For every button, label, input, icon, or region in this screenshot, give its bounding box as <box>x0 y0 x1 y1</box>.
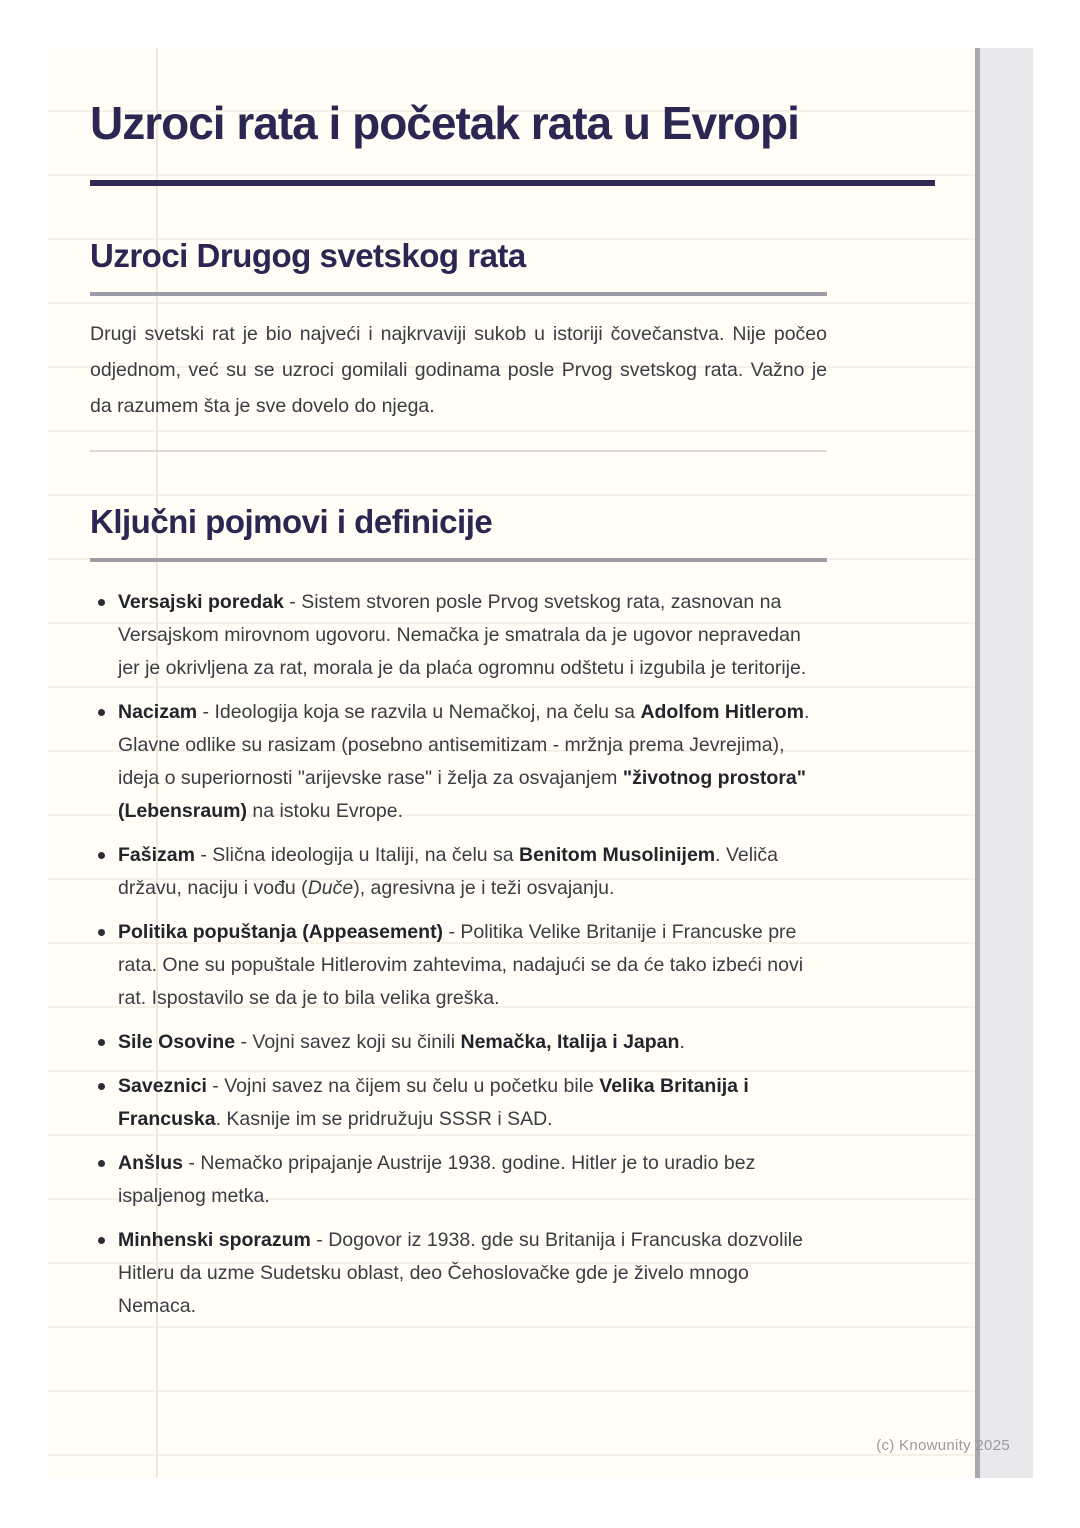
definition-item: Anšlus - Nemačko pripajanje Austrije 1938. godine. Hitler je to uradio bez ispaljenog metka. <box>90 1147 827 1213</box>
section-divider <box>90 450 827 452</box>
definition-item: Saveznici - Vojni savez na čijem su čelu u početku bile Velika Britanija i Francuska. Kasnije im se pridružuju SSSR i SAD. <box>90 1070 827 1136</box>
section-heading-rule <box>90 292 827 296</box>
definition-item: Politika popuštanja (Appeasement) - Politika Velike Britanije i Francuske pre rata. One su popuštale Hitlerovim zahtevima, nadajući se da će tako izbeći novi rat. Ispostavilo se da je to bila velika greška. <box>90 916 827 1015</box>
note-page <box>48 48 975 1478</box>
section-heading-rule <box>90 558 827 562</box>
definition-item: Nacizam - Ideologija koja se razvila u Nemačkoj, na čelu sa Adolfom Hitlerom. Glavne odlike su rasizam (posebno antisemitizam - mržnja prema Jevrejima), ideja o superiornosti "arijevske rase" i želja za osvajanjem "životnog prostora" (Lebensraum) na istoku Evrope. <box>90 696 827 828</box>
definition-item: Versajski poredak - Sistem stvoren posle Prvog svetskog rata, zasnovan na Versajskom mirovnom ugovoru. Nemačka je smatrala da je ugovor nepravedan jer je okrivljena za rat, morala je da plaća ogromnu odštetu i izgubila je teritorije. <box>90 586 827 685</box>
page-edge-strip <box>975 48 1033 1478</box>
definition-item: Minhenski sporazum - Dogovor iz 1938. gde su Britanija i Francuska dozvolile Hitleru da uzme Sudetsku oblast, deo Čehoslovačke gde je živelo mnogo Nemaca. <box>90 1224 827 1323</box>
definition-item: Sile Osovine - Vojni savez koji su činili Nemačka, Italija i Japan. <box>90 1026 827 1059</box>
section-heading-key-terms: Ključni pojmovi i definicije <box>90 503 493 540</box>
page-title: Uzroci rata i početak rata u Evropi <box>90 97 799 149</box>
page-content <box>90 48 835 1334</box>
copyright-footer: (c) Knowunity 2025 <box>876 1437 1010 1454</box>
section-heading-causes: Uzroci Drugog svetskog rata <box>90 237 526 274</box>
definition-item: Fašizam - Slična ideologija u Italiji, na čelu sa Benitom Musolinijem. Veliča državu, naciju i vođu (Duče), agresivna je i teži osvajanju. <box>90 839 827 905</box>
definitions-list <box>90 586 827 1323</box>
intro-paragraph: Drugi svetski rat je bio najveći i najkrvaviji sukob u istoriji čovečanstva. Nije počeo odjednom, već su se uzroci gomilali godinama posle Prvog svetskog rata. Važno je da razumem šta je sve dovelo do njega. <box>90 323 827 417</box>
title-underline-rule <box>90 180 935 186</box>
